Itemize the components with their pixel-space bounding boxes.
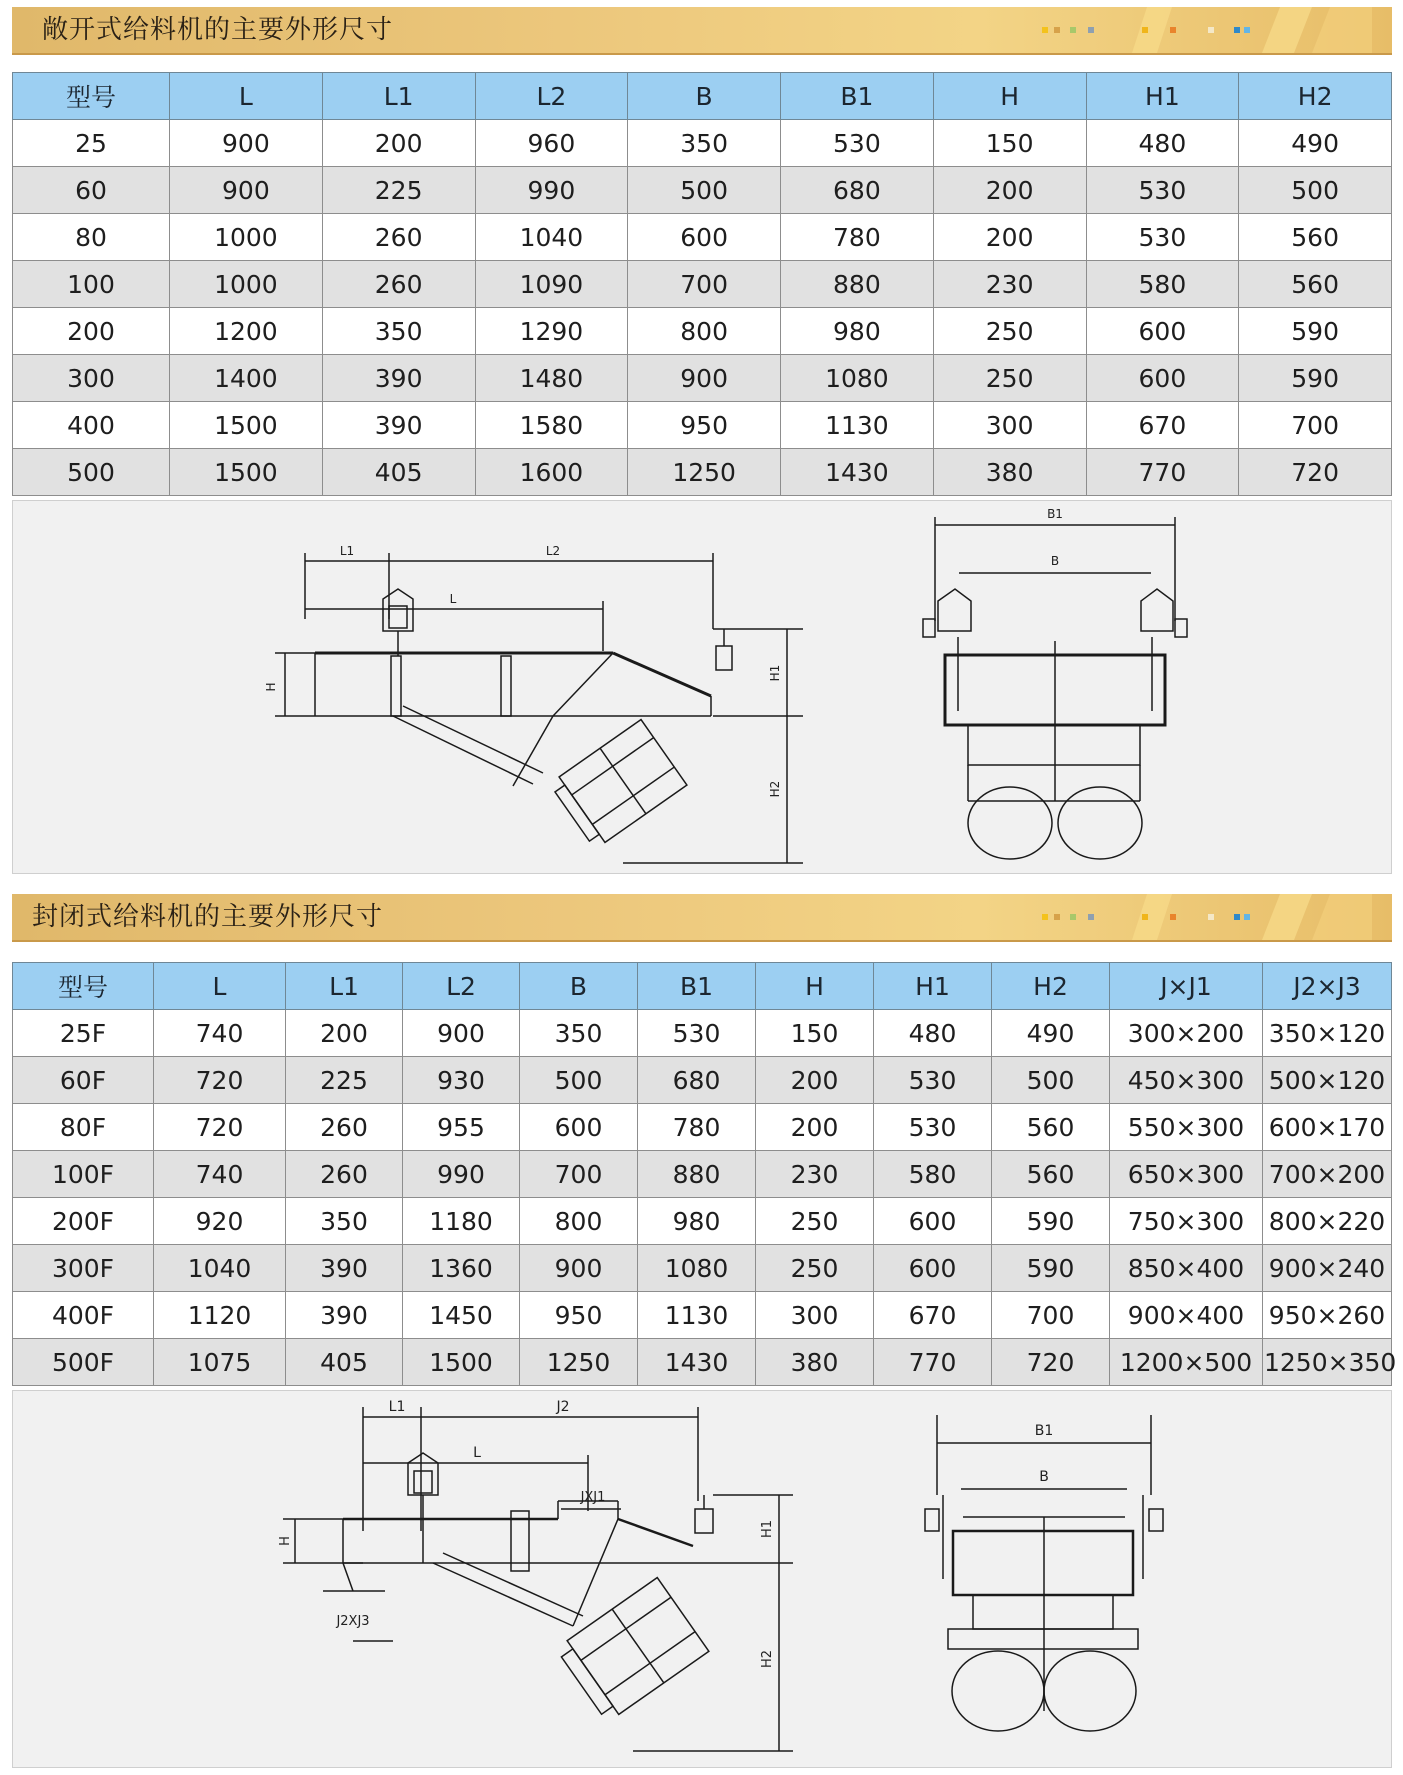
- model-cell: 400F: [13, 1292, 154, 1339]
- value-cell: 720: [154, 1057, 286, 1104]
- value-cell: 1000: [170, 214, 323, 261]
- model-cell: 200F: [13, 1198, 154, 1245]
- value-cell: 490: [1239, 120, 1392, 167]
- value-cell: 1480: [475, 355, 628, 402]
- value-cell: 230: [933, 261, 1086, 308]
- model-cell: 200: [13, 308, 170, 355]
- value-cell: 780: [781, 214, 934, 261]
- value-cell: 900: [170, 120, 323, 167]
- section-banner-open: [12, 7, 1392, 55]
- value-cell: 260: [286, 1151, 403, 1198]
- value-cell: 600: [1086, 308, 1239, 355]
- side-view-closed: [278, 1399, 793, 1751]
- value-cell: 350: [286, 1198, 403, 1245]
- value-cell: 1430: [781, 449, 934, 496]
- value-cell: 680: [781, 167, 934, 214]
- table-row: [13, 355, 1392, 402]
- col-b1: B1: [638, 963, 756, 1010]
- value-cell: 530: [638, 1010, 756, 1057]
- model-cell: 100: [13, 261, 170, 308]
- value-cell: 300×200: [1110, 1010, 1263, 1057]
- value-cell: 1400: [170, 355, 323, 402]
- value-cell: 380: [756, 1339, 874, 1386]
- model-cell: 60F: [13, 1057, 154, 1104]
- value-cell: 260: [322, 214, 475, 261]
- value-cell: 700×200: [1263, 1151, 1392, 1198]
- value-cell: 930: [403, 1057, 520, 1104]
- value-cell: 650×300: [1110, 1151, 1263, 1198]
- value-cell: 200: [933, 214, 1086, 261]
- model-cell: 100F: [13, 1151, 154, 1198]
- table-row: [13, 402, 1392, 449]
- value-cell: 900: [403, 1010, 520, 1057]
- value-cell: 1250: [520, 1339, 638, 1386]
- value-cell: 450×300: [1110, 1057, 1263, 1104]
- value-cell: 1130: [638, 1292, 756, 1339]
- value-cell: 550×300: [1110, 1104, 1263, 1151]
- value-cell: 490: [992, 1010, 1110, 1057]
- table-row: [13, 1151, 1392, 1198]
- value-cell: 1250: [628, 449, 781, 496]
- value-cell: 350×120: [1263, 1010, 1392, 1057]
- value-cell: 260: [322, 261, 475, 308]
- banner-decoration: [1012, 7, 1372, 53]
- value-cell: 1290: [475, 308, 628, 355]
- value-cell: 200: [322, 120, 475, 167]
- section-banner-closed: [12, 894, 1392, 942]
- dim-l: L: [473, 1445, 481, 1461]
- dim-b: B: [1039, 1469, 1049, 1485]
- value-cell: 880: [781, 261, 934, 308]
- value-cell: 800: [628, 308, 781, 355]
- value-cell: 225: [322, 167, 475, 214]
- value-cell: 990: [403, 1151, 520, 1198]
- value-cell: 750×300: [1110, 1198, 1263, 1245]
- value-cell: 390: [322, 355, 475, 402]
- value-cell: 250: [933, 308, 1086, 355]
- model-cell: 300F: [13, 1245, 154, 1292]
- value-cell: 900: [520, 1245, 638, 1292]
- drawing-open-feeder: [12, 500, 1392, 874]
- value-cell: 500: [628, 167, 781, 214]
- value-cell: 1040: [475, 214, 628, 261]
- table-row: [13, 1292, 1392, 1339]
- dim-l: L: [449, 592, 457, 606]
- spec-table-closed: [12, 962, 1397, 1386]
- model-cell: 80: [13, 214, 170, 261]
- col-l1: L1: [286, 963, 403, 1010]
- value-cell: 150: [933, 120, 1086, 167]
- table-row: [13, 1057, 1392, 1104]
- value-cell: 380: [933, 449, 1086, 496]
- col-h1: H1: [874, 963, 992, 1010]
- value-cell: 700: [628, 261, 781, 308]
- value-cell: 560: [992, 1104, 1110, 1151]
- dim-l1: L1: [388, 1399, 406, 1415]
- value-cell: 500: [520, 1057, 638, 1104]
- table-row: [13, 1198, 1392, 1245]
- col-model: 型号: [13, 73, 170, 120]
- value-cell: 950: [628, 402, 781, 449]
- model-cell: 25: [13, 120, 170, 167]
- value-cell: 530: [1086, 214, 1239, 261]
- value-cell: 500: [992, 1057, 1110, 1104]
- value-cell: 350: [628, 120, 781, 167]
- value-cell: 580: [1086, 261, 1239, 308]
- value-cell: 1075: [154, 1339, 286, 1386]
- value-cell: 530: [781, 120, 934, 167]
- value-cell: 530: [874, 1057, 992, 1104]
- value-cell: 950: [520, 1292, 638, 1339]
- value-cell: 670: [874, 1292, 992, 1339]
- value-cell: 900: [628, 355, 781, 402]
- side-view-open: [264, 544, 803, 863]
- value-cell: 600: [628, 214, 781, 261]
- col-h2: H2: [992, 963, 1110, 1010]
- col-jxj1: J×J1: [1110, 963, 1263, 1010]
- value-cell: 1580: [475, 402, 628, 449]
- value-cell: 390: [322, 402, 475, 449]
- value-cell: 1080: [781, 355, 934, 402]
- dim-h1: H1: [768, 664, 782, 682]
- value-cell: 250: [756, 1245, 874, 1292]
- value-cell: 670: [1086, 402, 1239, 449]
- col-l: L: [170, 73, 323, 120]
- value-cell: 900×240: [1263, 1245, 1392, 1292]
- value-cell: 980: [781, 308, 934, 355]
- value-cell: 800: [520, 1198, 638, 1245]
- dim-l1: L1: [339, 544, 355, 558]
- col-h: H: [933, 73, 1086, 120]
- value-cell: 590: [992, 1245, 1110, 1292]
- value-cell: 560: [1239, 261, 1392, 308]
- value-cell: 1180: [403, 1198, 520, 1245]
- dim-j2: J2: [556, 1399, 570, 1415]
- value-cell: 200: [933, 167, 1086, 214]
- value-cell: 1430: [638, 1339, 756, 1386]
- value-cell: 590: [1239, 355, 1392, 402]
- value-cell: 720: [154, 1104, 286, 1151]
- dim-h1: H1: [760, 1519, 775, 1539]
- model-cell: 25F: [13, 1010, 154, 1057]
- value-cell: 600×170: [1263, 1104, 1392, 1151]
- value-cell: 225: [286, 1057, 403, 1104]
- table-header-row: [13, 963, 1392, 1010]
- value-cell: 920: [154, 1198, 286, 1245]
- value-cell: 1360: [403, 1245, 520, 1292]
- value-cell: 955: [403, 1104, 520, 1151]
- value-cell: 700: [1239, 402, 1392, 449]
- value-cell: 1500: [170, 402, 323, 449]
- col-h2: H2: [1239, 73, 1392, 120]
- dim-h2: H2: [768, 780, 782, 798]
- value-cell: 950×260: [1263, 1292, 1392, 1339]
- dim-b1: B1: [1034, 1423, 1054, 1439]
- value-cell: 1200: [170, 308, 323, 355]
- value-cell: 880: [638, 1151, 756, 1198]
- value-cell: 740: [154, 1010, 286, 1057]
- model-cell: 500: [13, 449, 170, 496]
- value-cell: 770: [1086, 449, 1239, 496]
- value-cell: 530: [1086, 167, 1239, 214]
- table-row: [13, 308, 1392, 355]
- value-cell: 600: [520, 1104, 638, 1151]
- front-view-closed: [925, 1415, 1163, 1731]
- model-cell: 80F: [13, 1104, 154, 1151]
- value-cell: 600: [1086, 355, 1239, 402]
- value-cell: 500: [1239, 167, 1392, 214]
- value-cell: 480: [1086, 120, 1239, 167]
- value-cell: 1130: [781, 402, 934, 449]
- value-cell: 680: [638, 1057, 756, 1104]
- value-cell: 720: [1239, 449, 1392, 496]
- table-row: [13, 214, 1392, 261]
- value-cell: 560: [1239, 214, 1392, 261]
- value-cell: 1090: [475, 261, 628, 308]
- front-view-open: [923, 507, 1187, 859]
- dim-b1: B1: [1047, 507, 1063, 521]
- value-cell: 1200×500: [1110, 1339, 1263, 1386]
- value-cell: 850×400: [1110, 1245, 1263, 1292]
- value-cell: 150: [756, 1010, 874, 1057]
- value-cell: 200: [286, 1010, 403, 1057]
- dim-l2: L2: [545, 544, 561, 558]
- table-row: [13, 1104, 1392, 1151]
- dim-h: H: [278, 1536, 293, 1546]
- model-cell: 60: [13, 167, 170, 214]
- value-cell: 250: [756, 1198, 874, 1245]
- col-l2: L2: [475, 73, 628, 120]
- table-row: [13, 261, 1392, 308]
- value-cell: 1120: [154, 1292, 286, 1339]
- table-row: [13, 1339, 1392, 1386]
- value-cell: 530: [874, 1104, 992, 1151]
- dim-h: H: [264, 682, 278, 692]
- value-cell: 350: [520, 1010, 638, 1057]
- value-cell: 300: [756, 1292, 874, 1339]
- value-cell: 590: [1239, 308, 1392, 355]
- value-cell: 405: [322, 449, 475, 496]
- col-h: H: [756, 963, 874, 1010]
- value-cell: 980: [638, 1198, 756, 1245]
- drawing-closed-feeder: [12, 1390, 1392, 1768]
- table-row: [13, 1010, 1392, 1057]
- col-b: B: [628, 73, 781, 120]
- col-b: B: [520, 963, 638, 1010]
- value-cell: 740: [154, 1151, 286, 1198]
- col-model: 型号: [13, 963, 154, 1010]
- table-row: [13, 449, 1392, 496]
- value-cell: 350: [322, 308, 475, 355]
- value-cell: 600: [874, 1198, 992, 1245]
- col-b1: B1: [781, 73, 934, 120]
- dim-jxj1: JXJ1: [580, 1490, 606, 1505]
- value-cell: 1040: [154, 1245, 286, 1292]
- spec-table-open: [12, 72, 1392, 496]
- section-title: 封闭式给料机的主要外形尺寸: [32, 902, 384, 932]
- value-cell: 1500: [170, 449, 323, 496]
- value-cell: 720: [992, 1339, 1110, 1386]
- value-cell: 200: [756, 1104, 874, 1151]
- value-cell: 1600: [475, 449, 628, 496]
- dim-h2: H2: [760, 1649, 775, 1669]
- model-cell: 400: [13, 402, 170, 449]
- value-cell: 480: [874, 1010, 992, 1057]
- value-cell: 1250×350: [1263, 1339, 1392, 1386]
- value-cell: 900×400: [1110, 1292, 1263, 1339]
- value-cell: 560: [992, 1151, 1110, 1198]
- value-cell: 960: [475, 120, 628, 167]
- banner-decoration: [1012, 894, 1372, 940]
- value-cell: 800×220: [1263, 1198, 1392, 1245]
- value-cell: 300: [933, 402, 1086, 449]
- table-row: [13, 1245, 1392, 1292]
- value-cell: 900: [170, 167, 323, 214]
- value-cell: 770: [874, 1339, 992, 1386]
- value-cell: 390: [286, 1245, 403, 1292]
- col-l1: L1: [322, 73, 475, 120]
- value-cell: 390: [286, 1292, 403, 1339]
- value-cell: 1450: [403, 1292, 520, 1339]
- col-l: L: [154, 963, 286, 1010]
- value-cell: 200: [756, 1057, 874, 1104]
- value-cell: 405: [286, 1339, 403, 1386]
- value-cell: 990: [475, 167, 628, 214]
- section-title: 敞开式给料机的主要外形尺寸: [42, 15, 394, 45]
- value-cell: 1080: [638, 1245, 756, 1292]
- model-cell: 300: [13, 355, 170, 402]
- value-cell: 500×120: [1263, 1057, 1392, 1104]
- dim-b: B: [1050, 554, 1060, 568]
- table-row: [13, 120, 1392, 167]
- value-cell: 1000: [170, 261, 323, 308]
- col-j2xj3: J2×J3: [1263, 963, 1392, 1010]
- value-cell: 250: [933, 355, 1086, 402]
- table-header-row: [13, 73, 1392, 120]
- col-l2: L2: [403, 963, 520, 1010]
- model-cell: 500F: [13, 1339, 154, 1386]
- value-cell: 600: [874, 1245, 992, 1292]
- value-cell: 260: [286, 1104, 403, 1151]
- value-cell: 1500: [403, 1339, 520, 1386]
- value-cell: 230: [756, 1151, 874, 1198]
- dim-j2xj3: J2XJ3: [336, 1614, 370, 1629]
- value-cell: 590: [992, 1198, 1110, 1245]
- col-h1: H1: [1086, 73, 1239, 120]
- value-cell: 780: [638, 1104, 756, 1151]
- table-row: [13, 167, 1392, 214]
- value-cell: 700: [520, 1151, 638, 1198]
- value-cell: 700: [992, 1292, 1110, 1339]
- value-cell: 580: [874, 1151, 992, 1198]
